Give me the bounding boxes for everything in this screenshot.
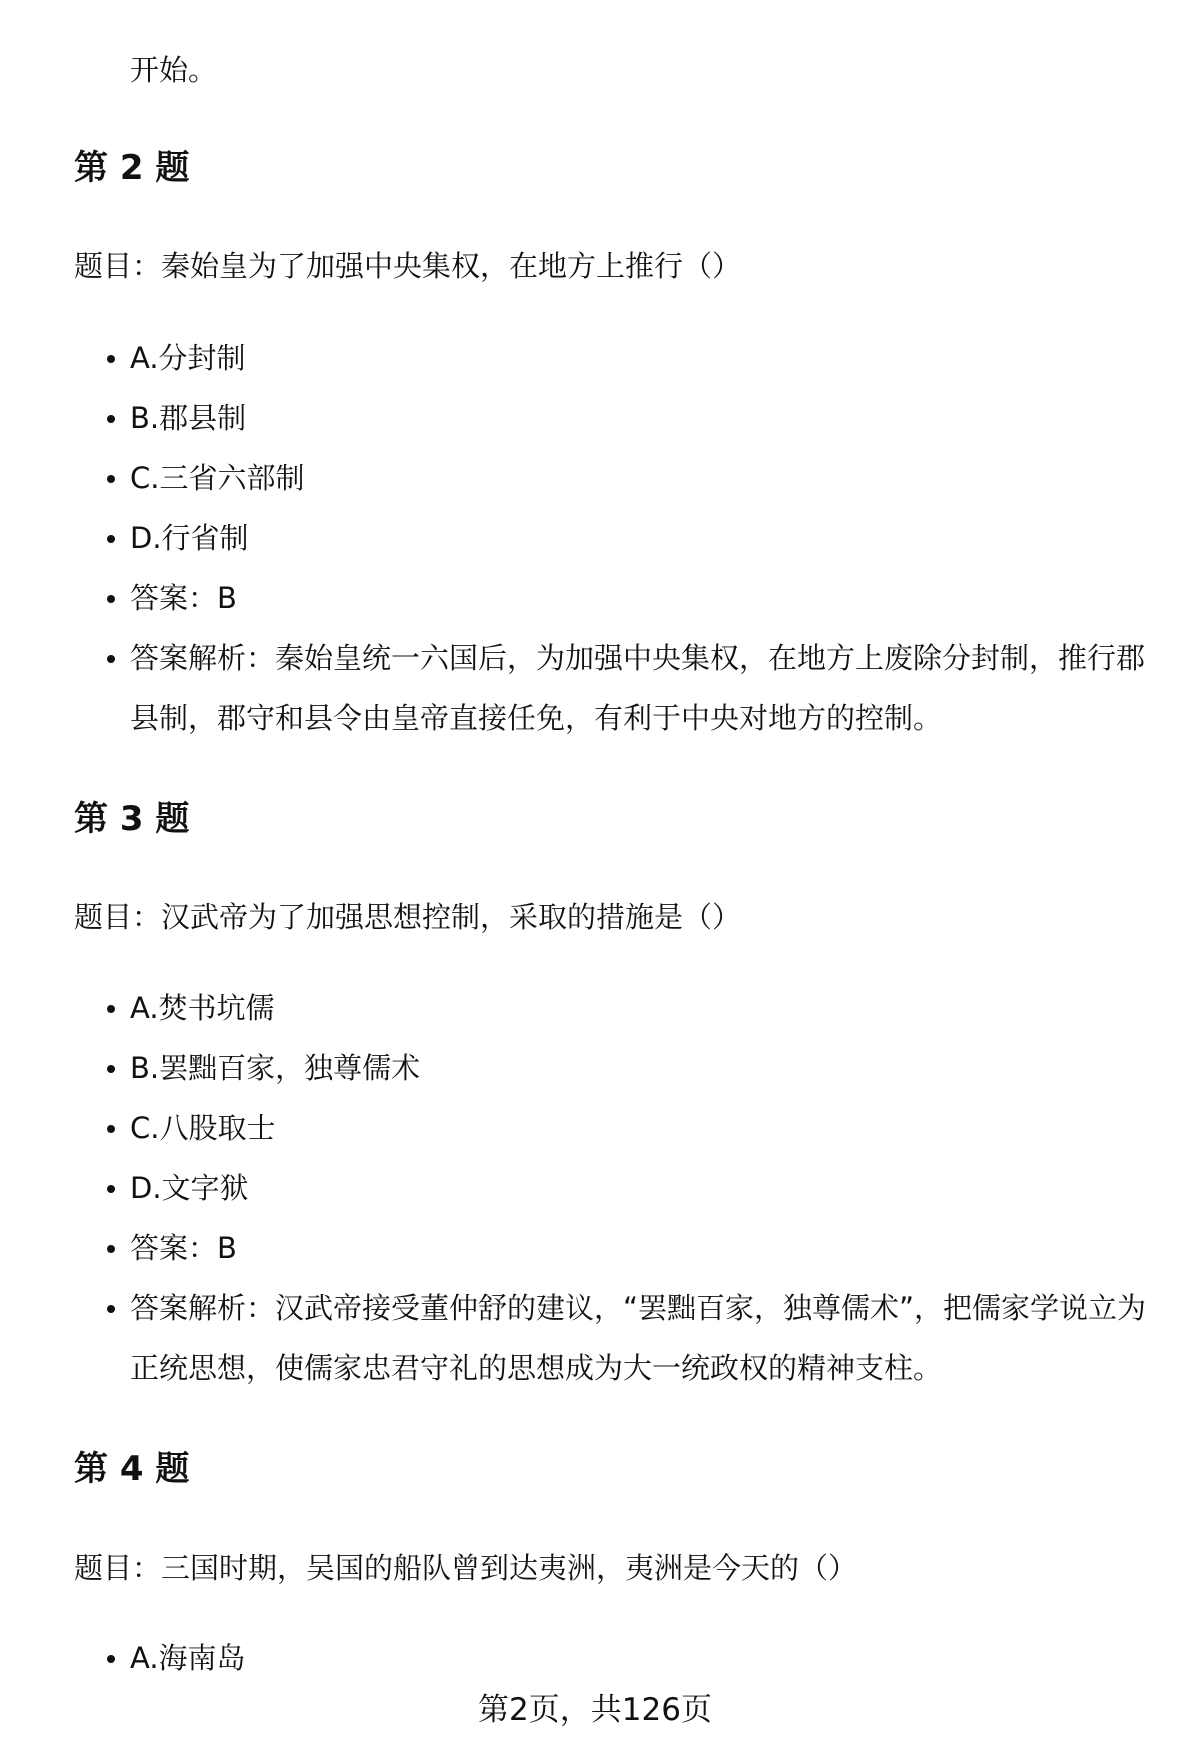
answer-item: 答案：B [74, 1218, 1164, 1278]
option-item: A.海南岛 [74, 1628, 1164, 1688]
option-item: D.文字狱 [74, 1158, 1164, 1218]
option-list [74, 978, 1164, 1398]
option-item: C.八股取士 [74, 1098, 1164, 1158]
continuation-text: 开始。 [130, 53, 218, 87]
option-item: A.分封制 [74, 328, 1164, 388]
option-item: C.三省六部制 [74, 448, 1164, 508]
question-prompt: 题目：汉武帝为了加强思想控制，采取的措施是（） [74, 900, 742, 934]
question-prompt: 题目：秦始皇为了加强中央集权，在地方上推行（） [74, 249, 742, 283]
option-item: A.焚书坑儒 [74, 978, 1164, 1038]
question-heading: 第 3 题 [74, 799, 190, 839]
question-prompt: 题目：三国时期，吴国的船队曾到达夷洲，夷洲是今天的（） [74, 1551, 858, 1585]
answer-item: 答案：B [74, 568, 1164, 628]
page-footer: 第2页，共126页 [478, 1692, 712, 1728]
option-item: B.郡县制 [74, 388, 1164, 448]
option-list [74, 1628, 1164, 1688]
explanation-item: 答案解析：汉武帝接受董仲舒的建议，“罢黜百家，独尊儒术”，把儒家学说立为正统思想，使儒家忠君守礼的思想成为大一统政权的精神支柱。 [74, 1278, 1164, 1398]
explanation-item: 答案解析：秦始皇统一六国后，为加强中央集权，在地方上废除分封制，推行郡县制，郡守和县令由皇帝直接任免，有利于中央对地方的控制。 [74, 628, 1164, 748]
question-heading: 第 2 题 [74, 148, 190, 188]
question-heading: 第 4 题 [74, 1449, 190, 1489]
option-list [74, 328, 1164, 748]
option-item: D.行省制 [74, 508, 1164, 568]
option-item: B.罢黜百家，独尊儒术 [74, 1038, 1164, 1098]
